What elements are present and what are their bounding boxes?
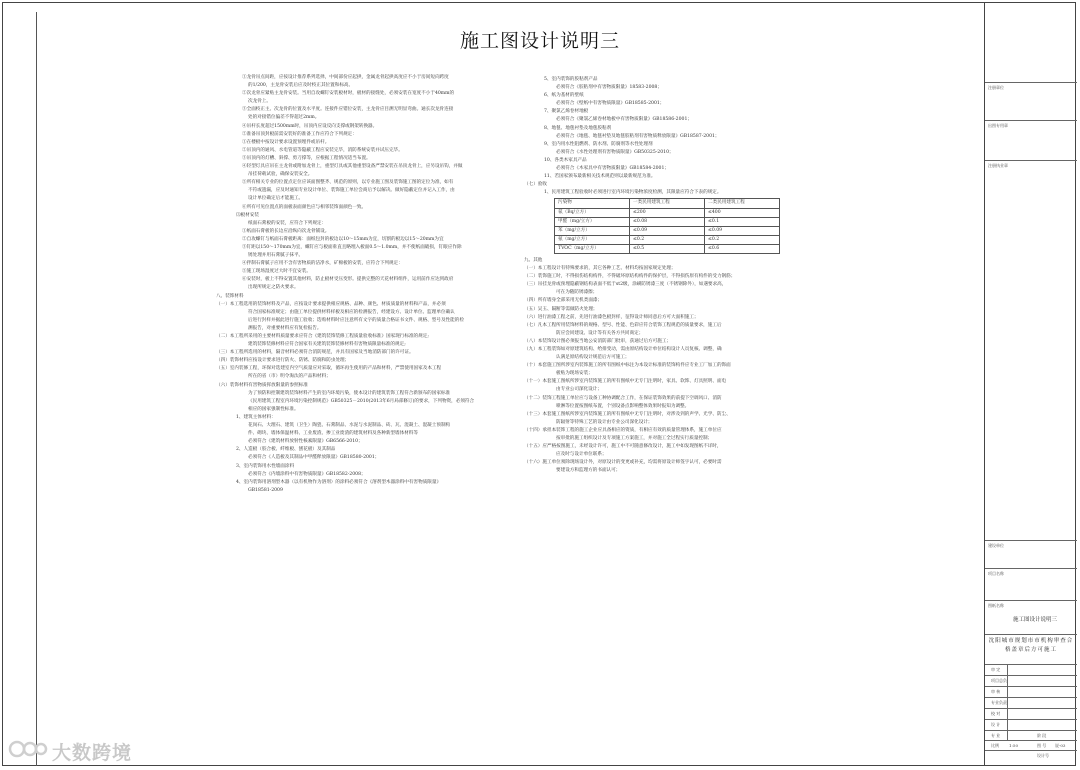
table-cell: 氡（Bq/立方） [555, 208, 630, 217]
text-line: 9、室内用水性阻燃剂、防水剂、防腐剂等水性处理剂 [544, 141, 653, 147]
text-line: 《民用建筑工程室内环境污染控制规范》GB50325－2010(2013年6月局部修订)的要求，下列物资，必须符合 [248, 398, 475, 404]
text-line: 处的对接错位偏差不得超过2mm。 [248, 115, 320, 121]
text-line: （十三）本套施工图纸所涉室内装饰施工的所有图纸中无专门注明时，对涉及到的声学、光学、防尘、 [524, 411, 731, 417]
text-line: 防辐射等特殊工艺的设计由专业公司深化设计； [556, 419, 653, 425]
text-line: ②自攻螺钉与纸面石膏板距离：面纸包封的板边以10～15mm为宜，切割的板边以15～20mm为宜 [242, 236, 444, 242]
text-line: 的1/200，主龙骨安装后应及时校正其位置和标高。 [248, 83, 354, 89]
text-line: 1、民用建筑工程验收时必须进行室内环境污染物浓度检测，其限量应符合下表的规定。 [544, 190, 722, 196]
text-line: ②吊顶内的通风、水电管道等隐蔽工程应安装完毕，消防系统安装并试压完毕。 [242, 147, 403, 153]
text-line: 1、建筑主体材料： [236, 414, 276, 420]
text-line: （一）本工程选用的装饰材料及产品，应按设计要求提供相应规格、品种、颜色、材质质量的材料和产品，并必须 [216, 301, 446, 307]
drawing-name-label: 图纸名称 [988, 603, 1004, 608]
text-line: ③钉距以150～170mm为宜，螺钉应与板面垂直且略埋入板面0.5～1.0mm，并不使纸面破损，钉眼应作除 [242, 244, 462, 250]
text-line: ③全面校正主、次龙骨的位置及水平度。连接件应错位安装，主龙骨应目测无明显弯曲。通长次龙骨连接 [242, 107, 454, 113]
text-line: 由专业公司深化设计； [556, 387, 602, 393]
signature-role: 项目总负 [991, 678, 1007, 683]
project-name-label: 项目名称 [988, 571, 1004, 576]
table-cell: 苯（mg/立方） [555, 226, 630, 235]
text-line: ⑥安装时，板上不得安置其他材料，防止板材受压变形。提供完整的天花材料组件，运用前作应达到政府 [242, 277, 454, 283]
text-line: 九、其他 [524, 257, 543, 263]
text-line: GB18581-2009 [248, 487, 283, 493]
text-line: 3、室内装饰用水性墙面涂料 [236, 463, 295, 469]
stamp-label-2: 出图专用章 [988, 123, 1008, 128]
text-line: 测报告，对重要材料应有复检报告。 [248, 325, 322, 331]
text-line: 8、地毯、地毯衬垫及地毯胶粘剂 [544, 125, 612, 131]
signature-row [985, 686, 1077, 697]
text-line: 必须符合《人造板及其制品中甲醛释放限量》GB18580-2001； [248, 455, 380, 461]
text-line: 5、室内装饰的胶粘剂产品 [544, 77, 598, 82]
text-line: 锈处理并用石膏腻子抹平。 [248, 253, 304, 259]
table-cell: 二类民用建筑工程 [705, 199, 780, 208]
text-line: ④拌制石膏腻子应用不含有害物质的洁净水，矿棉板的安装，应符合下列规定： [242, 261, 403, 267]
text-line: （一）本工程设计有特殊要求的，其它各种工艺、材料均按国家规定处理； [524, 266, 676, 272]
text-line: ②准备吊顶封板前需安装好的准备工作应符合下列规定： [242, 131, 357, 137]
text-line: （十四）承担本装饰工程的施工企业应具备相应的资质，有相应有效的质量管理体系，施工单位应 [524, 427, 722, 433]
signature-role: 专业负责 [991, 700, 1007, 705]
text-line: 可在为随防锈漆擦； [556, 290, 598, 296]
text-line: （十一）本套施工图纸所涉室内装饰施工的所有图纸中无专门注明时，家具、软饰、灯具照明、面电 [524, 379, 727, 385]
text-line: 必须符合《地毯、地毯衬垫及地毯胶粘剂有害物质释放限量》GB18587-2001； [556, 133, 720, 139]
text-line: ②次龙骨应紧贴主龙骨安装。当用自攻螺钉安装板材时，板材的接缝处，必须安装在宽度不小于40mm的 [242, 91, 455, 97]
table-cell: ≤0.2 [630, 235, 705, 244]
table-cell: ≤0.09 [630, 226, 705, 235]
stamp-label-1: 注册章位 [988, 85, 1004, 90]
text-line: ①纸面石膏板的长边应沿纵向次龙骨铺设。 [242, 228, 330, 234]
text-line: （十五）应严格按图施工，未经设计许可，施工中不可随意修改设计，施工中如发现图纸不详时， [524, 444, 722, 450]
text-line: ⑥所有可见位置点的面板表面颜色应与相邻装饰面颜色一致。 [242, 204, 367, 210]
signature-row [985, 697, 1077, 708]
text-line: 板贴为现场安装； [556, 371, 593, 377]
text-line: 6、纸为基材的壁纸 [544, 93, 584, 99]
stage-label: 阶 段 [1037, 733, 1047, 738]
text-line: 按审批的施工组织设计及专项施工方案施工，并对施工全过程实行质量控制； [556, 436, 713, 442]
text-line: 为了预防和控制建筑装饰材料产生的室内环境污染，使本设计的建筑装饰工程符合新颁布的国家标准 [248, 390, 451, 396]
table-cell: 氨（mg/立方） [555, 235, 630, 244]
text-line: 纸面石膏板的安装，应符合下列规定： [248, 220, 327, 226]
drawing-name: 施工图设计说明三 [1013, 617, 1058, 623]
text-line: 必须符合《聚氯乙烯卷材地板中有害物质限量》GB18586-2001； [556, 117, 692, 123]
text-line: 7、聚氯乙烯卷材地板 [544, 109, 589, 115]
text-line: 必须符合《建筑材料放射性核素限量》GB6566-2010； [248, 439, 363, 445]
text-line: （五）吴玉、隔断等需做防火处理； [524, 306, 598, 312]
text-line: 不符或遗漏，应及时通知专业设计单位、装饰施工单位会商后予以解决。做好隐蔽定位并记入工作，由 [248, 188, 455, 194]
table-cell: ≤0.08 [630, 217, 705, 226]
text-line: （九）本工程装饰如对原建筑结构、给排变动，需由原结构设计单位结构设计人员复核、调整，确 [524, 347, 722, 352]
table-cell: TVOC（mg/立方） [555, 244, 630, 253]
text-line: 建筑装饰装修材料应符合国家有关建筑装饰装修材料有害物质限量标准的规定; [248, 342, 406, 348]
right-text-column [524, 76, 964, 476]
stamp-label-3: 注册执业章 [988, 163, 1008, 168]
designer-row [985, 750, 1077, 761]
signature-row [985, 708, 1077, 719]
text-line: 要建设方和监理方的书面认可； [556, 468, 621, 474]
signature-role: 设 计 [991, 722, 1001, 727]
text-line: 必须符合《内墙涂料中有害物质限量》GB18582-2008； [248, 471, 366, 477]
designer-no-label: 设计号 [1037, 753, 1049, 758]
table-cell: ≤0.2 [705, 235, 780, 244]
text-line: 应及时与设计单位联系； [556, 452, 607, 458]
text-line: 件、砌块、墙体保温材料、工业废渣、掺工业废渣的建筑材料及各种新型墙体材料等 [248, 431, 418, 437]
table-cell: ≤0.6 [705, 244, 780, 253]
text-line: （四）装饰材料应按设计要求进行防火、防锈、防腐和防虫处理； [216, 358, 350, 364]
text-line: ①在楼板中按设计要求设置预埋件或吊杆。 [242, 139, 330, 145]
text-line: 八、装饰材料 [216, 293, 244, 299]
text-line: 10、各类木家具产品 [544, 157, 587, 163]
text-line: （三）吊挂龙骨或预埋隐蔽钢结构表面不低于st2级，涂刷防锈漆三度（不锈钢除外），如遇要求高， [524, 282, 727, 288]
scale-label: 比例 [991, 743, 999, 748]
scale-value: 1:50 [1009, 743, 1018, 748]
drawing-title: 施工图设计说明三 [459, 30, 620, 52]
text-line: ⑤施工现场湿度过大时不宜安装。 [242, 269, 311, 275]
text-line: （三）本工程所选用的材料，隔音材料必须符合消防规范，并具有国家及当地消防部门的许可证。 [216, 350, 414, 356]
signature-row [985, 675, 1077, 686]
text-line: 花岗石、大理石、建筑（卫生）陶瓷、石膏制品、水泥与水泥制品、砖、瓦、混凝土、混凝土预制构 [248, 423, 451, 429]
text-line: 必须符合《胶粘剂中有害物质限量》18583-2008； [556, 85, 662, 91]
text-line: ⑶板材安装 [236, 212, 259, 218]
project-stamp-area [985, 540, 1077, 568]
pollution-limit-table [554, 198, 780, 254]
professional-label: 专 业 [991, 733, 1001, 738]
drawing-name-area [985, 600, 1077, 634]
title-block [984, 2, 1077, 766]
signature-role: 审 核 [991, 689, 1001, 694]
text-line: 设计单位确定后才能施工。 [248, 196, 304, 202]
table-row [555, 244, 780, 253]
text-line: （六）装饰材料有害物质挥放限量的参照标准 [216, 382, 308, 388]
text-line: （七）凡本工程所用装饰材料的规格、型号、性能、色彩应符合装饰工程规范的质量要求，施工后 [524, 322, 722, 328]
project-stamp-label: 建设单位 [988, 543, 1004, 548]
text-line: （十六）施工单位须除现场设计外，对原设计的变更或补充，均需将原设计师签字认可，必要时需 [524, 460, 722, 466]
table-row [555, 217, 780, 226]
text-line: 喷淋等位置按图纸布置，个别设备点影响整体效果时报知为调整。 [556, 403, 690, 409]
text-line: （五）室内装修工程，环保对选建室内空气质量应对采取，循环再生使用的产品和材料，严禁使用国家及本工程 [216, 366, 442, 372]
text-line: 所在的省（市）明令淘汰的产品和材料； [248, 374, 331, 380]
table-cell: ≤0.1 [705, 217, 780, 226]
table-cell: 一类民用建筑工程 [630, 199, 705, 208]
text-line: （四）所有墙身全部采用无机类面漆； [524, 298, 603, 304]
table-cell: ≤200 [630, 208, 705, 217]
text-line: （八）本装饰设计图必须报当地公安消防部门批审，获通过后方可施工； [524, 338, 672, 344]
left-text-column [216, 74, 516, 495]
text-line: 相应的国家强制性标准。 [248, 406, 299, 412]
text-line: （二）本工程所采用的主要材料质量要求应符合《建筑装饰装修工程质量验收标准》国家现行标准的规定; [216, 334, 429, 339]
right-column-top [524, 76, 964, 197]
table-row [555, 235, 780, 244]
text-line: （十二）装饰工程施工单位应与设备工种协调配合工作，在保证装饰效果的前提下空调风口、消防 [524, 395, 722, 401]
stamp-area-3 [985, 160, 1077, 200]
text-line: ④吊杆长度超过1500mm时，吊顶内应设反向支撑或钢架转换器。 [242, 123, 378, 129]
table-cell: ≤0.5 [630, 244, 705, 253]
table-cell: 甲醛（mg/立方） [555, 217, 630, 226]
stamp-area-1 [985, 82, 1077, 120]
text-line: （十）本套施工图所涉室内装饰施工的所有图纸中标注为本设计标准的装饰构件应专业工厂加工的饰面 [524, 363, 731, 369]
company-name: 沈阳城市规划市市机构审查合格盖章后方可施工 [985, 634, 1077, 660]
text-line: （七）验收 [524, 182, 547, 188]
drawing-no-value: 说-03 [1055, 743, 1066, 748]
table-cell: 污染物 [555, 199, 630, 208]
table-row [555, 226, 780, 235]
text-line: 次龙骨上。 [248, 99, 271, 105]
text-line: ①龙骨吊点间距，应按设计推荐系列选择，中间部份应起拱，金属龙骨起拱高度应不小于房间短向跨度 [242, 75, 449, 80]
table-row [555, 208, 780, 217]
text-line: 吊挂荷载试验，确保安装安全。 [248, 172, 313, 178]
table-cell: ≤400 [705, 208, 780, 217]
text-line: ⑤所有相关专业的位置点定位应该面图整齐、规范的原则，以专业施工图及装饰施工图的定位为准，如有 [242, 180, 454, 186]
table-cell: ≤0.09 [705, 226, 780, 235]
text-line: 2、人造板（胶合板、纤维板、刨花板）及其制品 [236, 447, 336, 453]
text-line: 符合国家标准规定；由施工单位提供材料样板及相应的检测报告，经建设方、设计单位、监理单位确认 [248, 309, 455, 315]
text-line: ④轻型灯具应吊在主龙骨或附加龙骨上，重型灯具或其他重型设备严禁安装在吊顶龙骨上，应另设吊钩，并做 [242, 164, 463, 170]
logo-icon [8, 738, 48, 760]
text-line: 必须符合《水性处理剂有害物质限量》GB50325-2010； [556, 149, 674, 155]
signature-row [985, 664, 1077, 675]
text-line: 11、若国家颁布最新相关技术规范则以最新规范为准。 [544, 174, 656, 180]
project-name-area [985, 568, 1077, 600]
stamp-area-2 [985, 120, 1077, 160]
signature-row [985, 719, 1077, 730]
signature-role: 校 对 [991, 711, 1001, 716]
text-line: （二）装饰施工时，不得损伤结构构件，不得破坏原结构构件的保护层，不得损伤原有构件的受力钢筋； [524, 274, 736, 280]
signature-role: 审 定 [991, 667, 1001, 672]
text-line: 出现所规定之防火要求。 [248, 285, 299, 291]
text-line: 后进行封样并据此进行施工验收；选购材料时应注意所有文字的质量合格证书文件、规格、型号及性能的检 [248, 317, 464, 323]
text-line: ③吊顶内的灯槽、斜撑、剪刀撑等，应根据工程情况适当布置。 [242, 155, 371, 161]
text-line: （六）进行油漆工程之前，先进行油漆色板封样，征得设计师同意后方可大面积施工； [524, 314, 699, 320]
watermark-text: 大数跨境 [52, 742, 133, 764]
drawing-no-label: 图 号 [1037, 743, 1047, 748]
text-line: 认满足原结构设计规范后方可施工； [556, 355, 630, 361]
text-line: 必须符合《木家具中有害物质限量》GB18584-2001； [556, 166, 669, 172]
table-row [555, 199, 780, 208]
right-column-bottom [524, 257, 964, 476]
text-line: 4、室内装饰用溶剂型木器（以有机物作为溶剂）的涂料必须符合《溶剂型木器涂料中有害物质限量》 [236, 479, 442, 485]
text-line: 必须符合《壁纸中有害物质限量》GB18585-2001； [556, 101, 665, 107]
watermark-logo [8, 738, 148, 764]
text-line: 防应会同建设、设计等有关各方共同商定； [556, 330, 644, 336]
